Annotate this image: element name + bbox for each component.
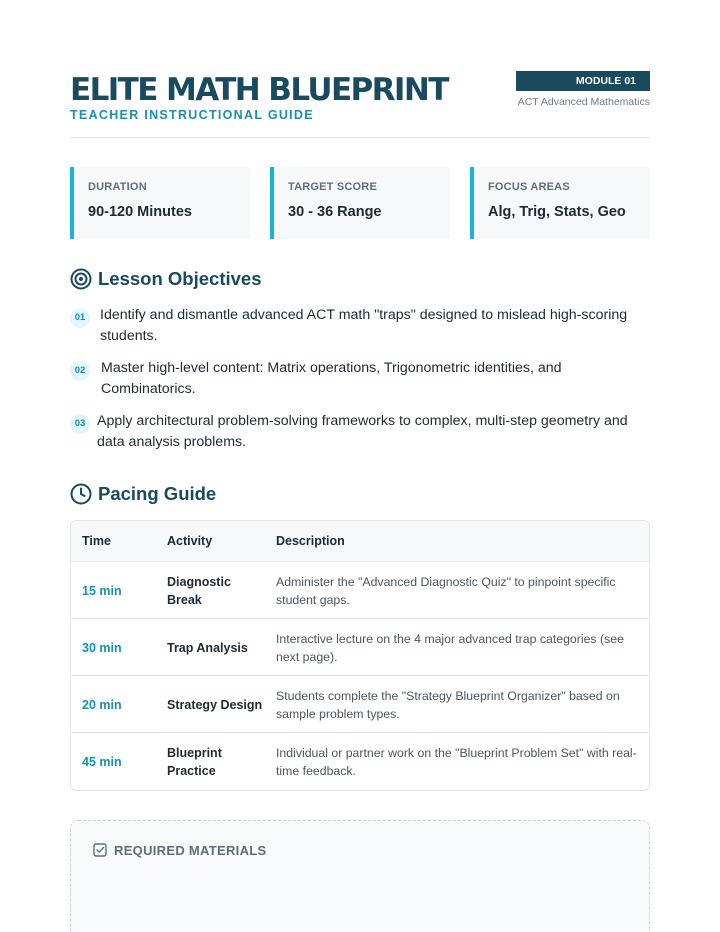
- row-activity: Strategy Design: [167, 697, 263, 712]
- table-row: [71, 619, 649, 676]
- row-time: 20 min: [82, 697, 122, 712]
- module-subtitle: ACT Advanced Mathematics: [517, 96, 650, 108]
- objective-text: Apply architectural problem-solving frameworks to complex, multi-step geometry and data analysis problems.: [97, 413, 628, 450]
- stat-label: DURATION: [88, 181, 147, 193]
- pacing-table: [70, 520, 650, 791]
- stat-value: 90-120 Minutes: [88, 204, 192, 220]
- column-header-time: Time: [82, 534, 111, 548]
- column-header-description: Description: [276, 534, 345, 548]
- table-row: [71, 733, 649, 790]
- row-description: Students complete the "Strategy Blueprint Organizer" based on sample problem types.: [276, 688, 620, 721]
- objective-text: Identify and dismantle advanced ACT math "traps" designed to mislead high-scoring students.: [100, 307, 628, 344]
- stat-value: 30 - 36 Range: [288, 204, 382, 220]
- target-icon: [70, 268, 92, 290]
- stat-cards: [70, 167, 650, 239]
- page-subtitle: TEACHER INSTRUCTIONAL GUIDE: [70, 108, 314, 122]
- table-row: [71, 562, 649, 619]
- objective-number: 03: [70, 414, 90, 434]
- row-activity: Diagnostic Break: [167, 574, 231, 607]
- row-activity: Trap Analysis: [167, 640, 248, 655]
- row-time: 15 min: [82, 583, 122, 598]
- section-title: Pacing Guide: [98, 483, 217, 504]
- stat-card-focus-areas: [470, 167, 650, 239]
- stat-card-duration: [70, 167, 250, 239]
- clock-icon: [70, 483, 92, 505]
- stat-label: FOCUS AREAS: [488, 181, 570, 193]
- materials-title: REQUIRED MATERIALS: [114, 843, 267, 858]
- row-description: Interactive lecture on the 4 major advanced trap categories (see next page).: [276, 631, 624, 664]
- checkbox-icon: [93, 843, 107, 857]
- stat-card-target-score: [270, 167, 450, 239]
- row-time: 30 min: [82, 640, 122, 655]
- table-row: [71, 676, 649, 733]
- row-time: 45 min: [82, 754, 122, 769]
- table-header: [71, 521, 649, 562]
- materials-box: [70, 820, 650, 932]
- objective-number: 02: [70, 361, 90, 381]
- stat-label: TARGET SCORE: [288, 181, 377, 193]
- row-description: Individual or partner work on the "Blueprint Problem Set" with real-time feedback.: [276, 745, 637, 778]
- section-title: Lesson Objectives: [98, 268, 262, 289]
- page-title: ELITE MATH BLUEPRINT: [70, 72, 448, 108]
- column-header-activity: Activity: [167, 534, 213, 548]
- row-description: Administer the "Advanced Diagnostic Quiz" to pinpoint specific student gaps.: [276, 574, 616, 607]
- row-activity: Blueprint Practice: [167, 745, 222, 778]
- header: [70, 70, 650, 138]
- objective-number: 01: [70, 308, 90, 328]
- stat-value: Alg, Trig, Stats, Geo: [488, 204, 626, 220]
- module-badge: MODULE 01: [516, 71, 650, 91]
- objective-text: Master high-level content: Matrix operations, Trigonometric identities, and Combinatorics.: [101, 360, 562, 397]
